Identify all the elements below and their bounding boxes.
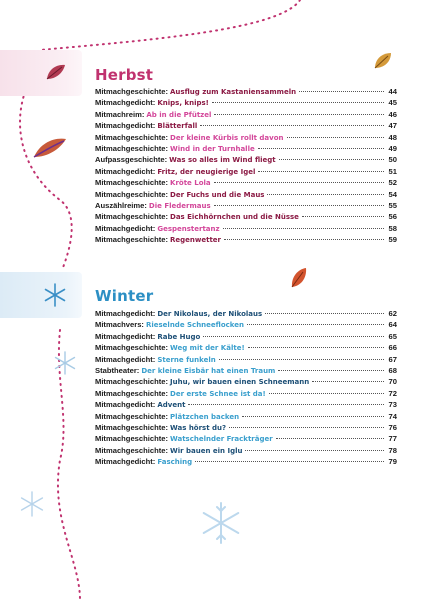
- toc-entry[interactable]: [95, 342, 397, 353]
- page-number: 65: [388, 331, 397, 341]
- toc-entry[interactable]: [95, 154, 397, 165]
- entry-title: Sterne funkeln: [157, 355, 216, 364]
- entry-title: Rieselnde Schneeflocken: [145, 321, 244, 330]
- page-number: 62: [388, 309, 397, 318]
- dot-leader: [219, 358, 384, 360]
- page-number: 51: [388, 166, 397, 176]
- snowflake-icon: [42, 282, 68, 308]
- entry-type: Mitmachgeschichte:: [95, 343, 169, 353]
- entry-title: Was hörst du?: [170, 423, 227, 432]
- page-number: 66: [388, 343, 397, 353]
- entry-title: Wir bauen ein Iglu: [170, 446, 243, 455]
- dot-leader: [299, 90, 384, 92]
- entry-type: Mitmachgedicht:: [95, 400, 156, 410]
- entry-title: Kröte Lola: [170, 179, 211, 188]
- entry-title: Was so alles im Wind fliegt: [169, 156, 276, 165]
- dot-leader: [287, 136, 384, 138]
- entry-type: Mitmachgeschichte:: [95, 178, 169, 188]
- toc-entry[interactable]: [95, 365, 397, 376]
- toc-entry[interactable]: [95, 166, 397, 177]
- page-number: 76: [388, 422, 397, 432]
- page-number: 70: [388, 377, 397, 387]
- toc-entry[interactable]: [95, 445, 397, 456]
- dot-leader: [258, 147, 384, 149]
- dot-leader: [214, 204, 384, 206]
- dot-leader: [312, 380, 384, 382]
- page-number: 45: [388, 98, 397, 108]
- entry-type: Mitmachgeschichte:: [95, 87, 169, 96]
- toc-entry[interactable]: [95, 86, 397, 97]
- herbst-tab: [0, 50, 82, 96]
- toc-entry[interactable]: [95, 319, 397, 330]
- toc-entry[interactable]: [95, 331, 397, 342]
- entry-type: Auszählreime:: [95, 200, 147, 210]
- toc-entry[interactable]: [95, 97, 397, 108]
- dot-leader: [276, 437, 384, 439]
- entry-title: Regenwetter: [170, 236, 222, 245]
- entry-title: Ab in die Pfützel: [146, 110, 212, 119]
- entry-title: Das Eichhörnchen und die Nüsse: [170, 213, 299, 222]
- page-number: 47: [388, 121, 397, 131]
- entry-title: Der kleine Kürbis rollt davon: [170, 133, 284, 142]
- toc-winter: [95, 308, 397, 467]
- entry-title: Blätterfall: [157, 122, 198, 131]
- toc-entry[interactable]: [95, 388, 397, 399]
- entry-type: Mitmachgeschichte:: [95, 445, 169, 455]
- toc-entry[interactable]: [95, 143, 397, 154]
- dot-leader: [245, 449, 384, 451]
- dot-leader: [223, 227, 384, 229]
- entry-title: Watschelnder Frackträger: [170, 435, 273, 444]
- toc-entry[interactable]: [95, 223, 397, 234]
- entry-type: Mitmachgeschichte:: [95, 212, 169, 222]
- dot-leader: [279, 158, 384, 160]
- leaf-icon: [288, 265, 310, 291]
- page-number: 50: [388, 155, 397, 165]
- entry-type: Mitmachgedicht:: [95, 98, 156, 108]
- page-number: 52: [388, 178, 397, 188]
- dot-leader: [242, 415, 384, 417]
- entry-title: Gespenstertanz: [157, 224, 220, 233]
- dot-leader: [212, 101, 384, 103]
- entry-title: Der Fuchs und die Maus: [170, 190, 265, 199]
- page-number: 77: [388, 434, 397, 444]
- entry-type: Mitmachgedicht:: [95, 457, 156, 467]
- page-number: 56: [388, 212, 397, 222]
- toc-entry[interactable]: [95, 234, 397, 245]
- page-number: 74: [388, 411, 397, 421]
- entry-type: Mitmachgedicht:: [95, 166, 156, 176]
- dot-leader: [203, 335, 384, 337]
- entry-type: Mitmachreim:: [95, 109, 145, 119]
- toc-entry[interactable]: [95, 308, 397, 319]
- page-number: 78: [388, 445, 397, 455]
- dot-leader: [247, 323, 384, 325]
- toc-entry[interactable]: [95, 200, 397, 211]
- dot-leader: [200, 124, 384, 126]
- entry-type: Mitmachgedicht:: [95, 331, 156, 341]
- toc-entry[interactable]: [95, 376, 397, 387]
- entry-type: Mitmachgeschichte:: [95, 132, 169, 142]
- dot-leader: [214, 113, 384, 115]
- dot-leader: [248, 346, 384, 348]
- entry-title: Fritz, der neugierige Igel: [157, 167, 256, 176]
- toc-entry[interactable]: [95, 189, 397, 200]
- winter-tab: [0, 272, 82, 318]
- page-number: 79: [388, 457, 397, 467]
- entry-title: Die Fledermaus: [148, 201, 211, 210]
- page-number: 67: [388, 354, 397, 364]
- page-number: 46: [388, 109, 397, 119]
- toc-entry[interactable]: [95, 109, 397, 120]
- toc-entry[interactable]: [95, 354, 397, 365]
- entry-title: Knips, knips!: [157, 99, 209, 108]
- entry-title: Der kleine Eisbär hat einen Traum: [141, 366, 276, 375]
- entry-type: Mitmachgeschichte:: [95, 434, 169, 444]
- dot-leader: [229, 426, 384, 428]
- dot-leader: [195, 460, 384, 462]
- entry-type: Aufpassgeschichte:: [95, 155, 168, 165]
- snowflake-icon: [52, 350, 78, 376]
- page-number: 49: [388, 143, 397, 153]
- dot-leader: [269, 392, 384, 394]
- page-number: 54: [388, 189, 397, 199]
- snowflake-icon: [18, 490, 46, 518]
- entry-title: Plätzchen backen: [170, 412, 240, 421]
- dot-leader: [265, 312, 384, 314]
- entry-title: Wind in der Turnhalle: [170, 144, 255, 153]
- toc-entry[interactable]: [95, 433, 397, 444]
- entry-type: Mitmachvers:: [95, 320, 144, 330]
- entry-type: Mitmachgedicht:: [95, 309, 156, 318]
- dot-leader: [258, 170, 384, 172]
- feather-icon: [30, 135, 70, 161]
- dot-leader: [224, 238, 384, 240]
- section-title-herbst: Herbst: [95, 66, 154, 84]
- section-title-winter: Winter: [95, 287, 154, 305]
- toc-entry[interactable]: [95, 422, 397, 433]
- toc-entry[interactable]: [95, 399, 397, 410]
- dot-leader: [214, 181, 384, 183]
- snowflake-icon: [198, 500, 244, 546]
- page-number: 59: [388, 235, 397, 245]
- entry-type: Mitmachgedicht:: [95, 223, 156, 233]
- toc-entry[interactable]: [95, 411, 397, 422]
- entry-type: Mitmachgedicht:: [95, 121, 156, 131]
- entry-type: Stabtheater:: [95, 365, 140, 375]
- page-number: 64: [388, 320, 397, 330]
- toc-entry[interactable]: [95, 211, 397, 222]
- toc-entry[interactable]: [95, 120, 397, 131]
- page-number: 48: [388, 132, 397, 142]
- entry-type: Mitmachgeschichte:: [95, 189, 169, 199]
- entry-title: Ausflug zum Kastaniensammeln: [170, 88, 297, 96]
- entry-type: Mitmachgeschichte:: [95, 143, 169, 153]
- entry-title: Advent: [157, 401, 186, 410]
- page-number: 44: [388, 87, 397, 96]
- dot-leader: [188, 403, 384, 405]
- dot-leader: [302, 215, 384, 217]
- dot-leader: [278, 369, 384, 371]
- entry-type: Mitmachgeschichte:: [95, 377, 169, 387]
- dot-leader: [267, 193, 384, 195]
- page-number: 73: [388, 400, 397, 410]
- page-number: 58: [388, 223, 397, 233]
- entry-type: Mitmachgedicht:: [95, 354, 156, 364]
- entry-title: Der erste Schnee ist da!: [170, 389, 266, 398]
- entry-title: Fasching: [157, 458, 193, 467]
- page-number: 55: [388, 200, 397, 210]
- toc-entry[interactable]: [95, 177, 397, 188]
- entry-title: Der Nikolaus, der Nikolaus: [157, 310, 263, 318]
- page-number: 72: [388, 388, 397, 398]
- entry-type: Mitmachgeschichte:: [95, 235, 169, 245]
- entry-type: Mitmachgeschichte:: [95, 422, 169, 432]
- leaf-icon: [372, 50, 394, 72]
- entry-title: Weg mit der Kälte!: [170, 344, 245, 353]
- leaf-icon: [44, 62, 68, 82]
- entry-type: Mitmachgeschichte:: [95, 388, 169, 398]
- page-number: 68: [388, 365, 397, 375]
- entry-type: Mitmachgeschichte:: [95, 411, 169, 421]
- entry-title: Juhu, wir bauen einen Schneemann: [170, 378, 310, 387]
- toc-entry[interactable]: [95, 132, 397, 143]
- toc-herbst: [95, 86, 397, 245]
- entry-title: Rabe Hugo: [157, 332, 201, 341]
- toc-entry[interactable]: [95, 456, 397, 467]
